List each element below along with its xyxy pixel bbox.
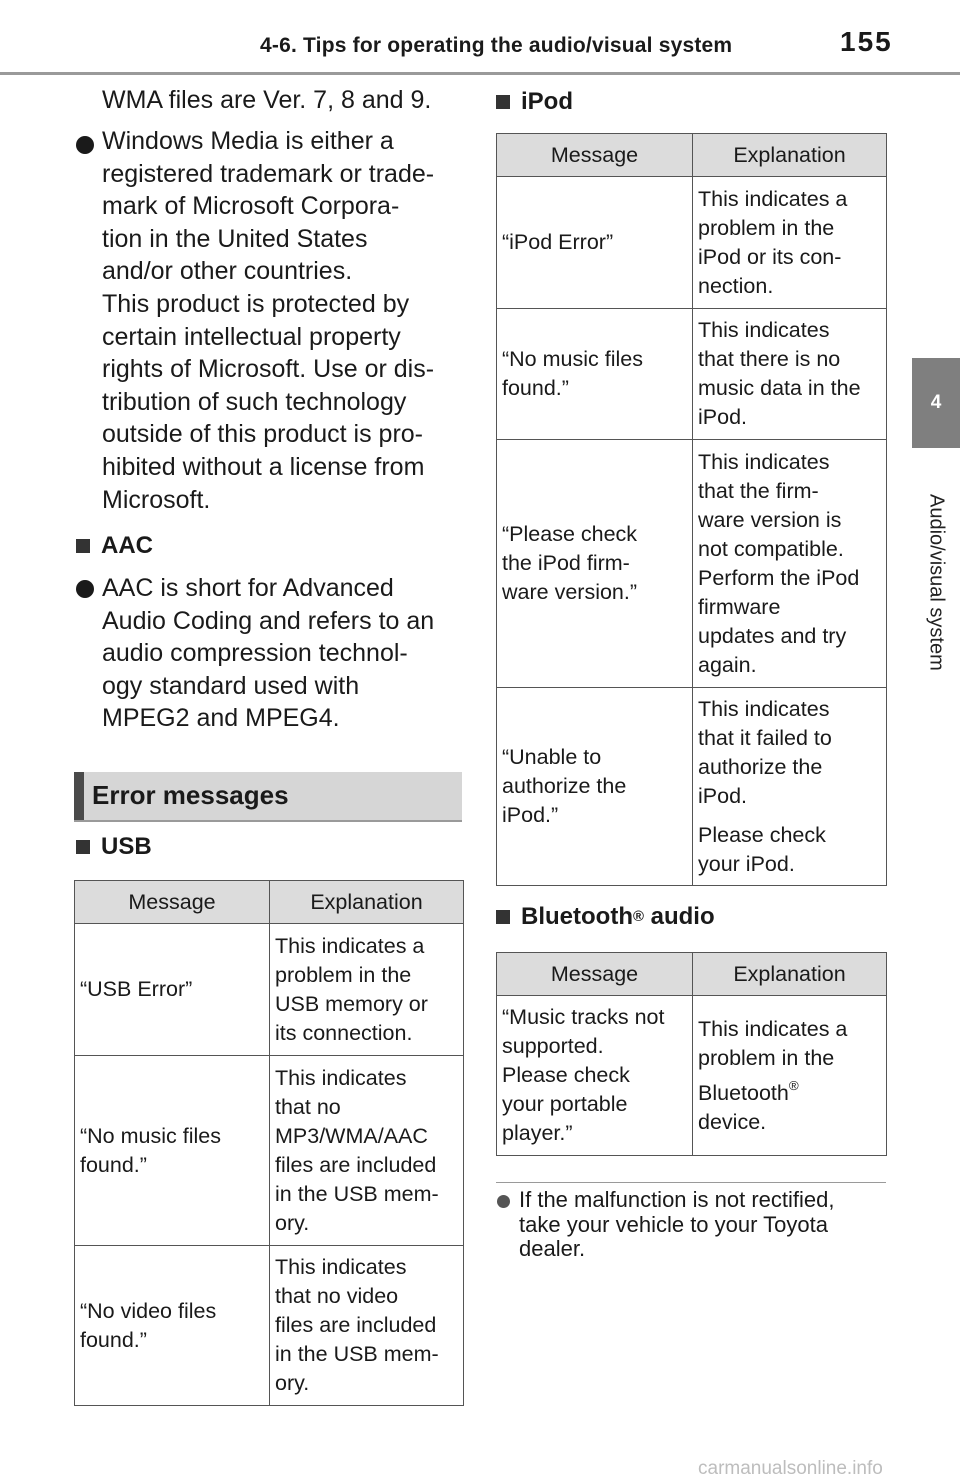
explanation-line: updates and try — [698, 623, 847, 648]
page-number: 155 — [840, 26, 893, 57]
message-line: Please check — [502, 1063, 630, 1087]
explanation-line: files are included — [275, 1152, 437, 1177]
explanation-cell — [693, 688, 887, 886]
aac-paragraph — [102, 572, 472, 735]
explanation-line: its connection. — [275, 1020, 413, 1045]
header-rule — [0, 72, 960, 75]
text-line: If the malfunction is not rectified, — [519, 1187, 835, 1212]
chapter-side-label — [912, 462, 960, 702]
explanation-line: that no video — [275, 1284, 399, 1308]
text-line: certain intellectual property — [102, 322, 401, 351]
text-line: outside of this product is pro- — [102, 420, 423, 449]
text-line: mark of Microsoft Corpora- — [102, 192, 400, 221]
message-line: “No music files — [502, 347, 643, 371]
error-messages-heading: Error messages — [92, 780, 289, 810]
message-line: iPod.” — [502, 803, 559, 827]
text-line: Microsoft. — [102, 485, 211, 514]
table-header-row — [497, 953, 887, 996]
message-line: “iPod Error” — [502, 230, 614, 254]
explanation-line: your iPod. — [698, 851, 795, 876]
text-line: AAC is short for Advanced — [102, 574, 394, 602]
explanation-line: files are included — [275, 1313, 437, 1337]
explanation-line: ware version is — [698, 507, 842, 532]
column-header-explanation: Explanation — [693, 953, 887, 996]
table-row — [75, 1246, 464, 1406]
message-line: your portable — [502, 1092, 628, 1116]
message-cell — [497, 440, 693, 688]
column-header-explanation: Explanation — [270, 881, 464, 924]
text-line: take your vehicle to your Toyota — [519, 1211, 828, 1237]
explanation-line: ory. — [275, 1210, 310, 1235]
note-paragraph — [519, 1188, 889, 1262]
message-cell — [75, 924, 270, 1056]
text-line: MPEG2 and MPEG4. — [102, 704, 340, 733]
chapter-tab[interactable] — [912, 358, 960, 448]
message-cell — [497, 177, 693, 309]
explanation-line: Please check — [698, 822, 826, 847]
message-line: found.” — [502, 376, 569, 400]
table-row — [497, 996, 887, 1156]
aac-heading — [76, 532, 153, 560]
message-line: supported. — [502, 1034, 604, 1058]
text-line: tribution of such technology — [102, 387, 407, 416]
text-line: dealer. — [519, 1236, 586, 1261]
explanation-cell — [693, 996, 887, 1156]
column-header-message: Message — [75, 881, 270, 924]
explanation-cell — [693, 309, 887, 440]
explanation-line: This indicates — [698, 318, 830, 342]
message-cell — [497, 309, 693, 440]
bluetooth-heading-text: Bluetooth — [521, 903, 633, 930]
table-header-row — [75, 881, 464, 924]
chapter-number: 4 — [930, 392, 942, 413]
table-row — [497, 177, 887, 309]
explanation-line: that no — [275, 1094, 341, 1119]
table-row — [497, 440, 887, 688]
note-bullet-icon — [497, 1195, 510, 1208]
table-header-row — [497, 134, 887, 177]
band-accent-bar — [74, 772, 84, 820]
bluetooth-word: Bluetooth — [698, 1080, 789, 1105]
explanation-line: iPod. — [698, 783, 748, 808]
explanation-line: problem in the — [698, 1045, 835, 1070]
bullet-icon — [76, 136, 94, 154]
table-row — [497, 688, 887, 886]
message-line: “USB Error” — [80, 977, 193, 1001]
column-header-message: Message — [497, 134, 693, 177]
chapter-title: Audio/visual system — [925, 493, 948, 671]
message-line: player.” — [502, 1121, 573, 1145]
message-cell — [75, 1246, 270, 1406]
explanation-line: This indicates — [698, 696, 830, 721]
note-divider — [496, 1182, 886, 1183]
message-line: “No video files — [80, 1298, 217, 1323]
ipod-heading-text: iPod — [521, 88, 573, 115]
text-line: This product is protected by — [102, 289, 410, 318]
explanation-line: that there is no — [698, 347, 841, 371]
explanation-cell — [693, 177, 887, 309]
usb-heading — [76, 833, 152, 861]
explanation-line: firmware — [698, 594, 781, 619]
section-title: 4-6. Tips for operating the audio/visual system — [260, 34, 733, 57]
message-line: found.” — [80, 1152, 147, 1177]
explanation-cell — [270, 1056, 464, 1246]
text-line: rights of Microsoft. Use or dis- — [102, 355, 435, 384]
square-bullet-icon — [76, 840, 90, 854]
ipod-error-table — [496, 133, 887, 886]
explanation-line: nection. — [698, 273, 774, 298]
message-cell — [497, 996, 693, 1156]
windows-media-paragraph — [102, 125, 472, 516]
bluetooth-heading-suffix: audio — [643, 903, 715, 930]
explanation-line: Perform the iPod — [698, 565, 860, 590]
table-row — [497, 309, 887, 440]
explanation-line — [698, 1079, 882, 1108]
explanation-line: in the USB mem- — [275, 1181, 439, 1206]
explanation-line: MP3/WMA/AAC — [275, 1123, 428, 1148]
text-line: Windows Media is either a — [102, 127, 394, 155]
explanation-line: This indicates a — [275, 933, 425, 958]
aac-heading-text: AAC — [101, 532, 153, 559]
bluetooth-heading: Bluetooth ® audio — [496, 903, 715, 931]
text-line: Audio Coding and refers to an — [102, 606, 435, 635]
usb-error-table — [74, 880, 464, 1406]
table-row — [75, 1056, 464, 1246]
wma-version-line: WMA files are Ver. 7, 8 and 9. — [102, 86, 432, 114]
explanation-line: device. — [698, 1109, 767, 1134]
explanation-cell — [270, 924, 464, 1056]
message-cell — [75, 1056, 270, 1246]
message-cell — [497, 688, 693, 886]
explanation-line: that the firm- — [698, 478, 819, 503]
text-line: audio compression technol- — [102, 639, 408, 668]
watermark: carmanualsonline.info — [698, 1458, 883, 1479]
table-row — [75, 924, 464, 1056]
square-bullet-icon — [76, 539, 90, 553]
explanation-line: music data in the — [698, 376, 861, 400]
square-bullet-icon — [496, 910, 510, 924]
explanation-line: This indicates — [698, 449, 830, 474]
text-line: registered trademark or trade- — [102, 159, 435, 188]
explanation-line: problem in the — [698, 215, 835, 240]
text-line: hibited without a license from — [102, 452, 425, 481]
explanation-line: iPod. — [698, 405, 748, 429]
message-line: ware version.” — [502, 580, 638, 604]
explanation-cell — [270, 1246, 464, 1406]
bluetooth-error-table — [496, 952, 887, 1156]
message-line: the iPod firm- — [502, 551, 630, 575]
explanation-line: problem in the — [275, 962, 412, 987]
text-line: tion in the United States — [102, 224, 368, 253]
explanation-line: iPod or its con- — [698, 244, 842, 269]
bullet-icon — [76, 580, 94, 598]
text-line: ogy standard used with — [102, 671, 360, 700]
explanation-line: USB memory or — [275, 991, 428, 1016]
message-line: “No music files — [80, 1123, 221, 1148]
message-line: authorize the — [502, 774, 627, 798]
explanation-cell — [693, 440, 887, 688]
text-line: and/or other countries. — [102, 257, 353, 286]
explanation-line: This indicates a — [698, 186, 848, 211]
explanation-line: ory. — [275, 1371, 310, 1395]
message-line: “Please check — [502, 522, 638, 546]
registered-mark: ® — [788, 1077, 799, 1093]
ipod-heading — [496, 88, 573, 116]
explanation-line: authorize the — [698, 754, 823, 779]
square-bullet-icon — [496, 95, 510, 109]
column-header-message: Message — [497, 953, 693, 996]
message-line: found.” — [80, 1327, 147, 1352]
explanation-line: This indicates — [275, 1065, 407, 1090]
column-header-explanation: Explanation — [693, 134, 887, 177]
message-line: “Music tracks not — [502, 1005, 665, 1029]
explanation-line: in the USB mem- — [275, 1342, 439, 1366]
explanation-line: This indicates — [275, 1255, 407, 1279]
explanation-line: not compatible. — [698, 536, 844, 561]
explanation-line: that it failed to — [698, 725, 832, 750]
usb-heading-text: USB — [101, 833, 152, 860]
explanation-line: again. — [698, 652, 757, 677]
message-line: “Unable to — [502, 745, 602, 769]
error-messages-band — [74, 772, 462, 822]
explanation-line: This indicates a — [698, 1016, 848, 1041]
paragraph-gap — [698, 811, 882, 821]
